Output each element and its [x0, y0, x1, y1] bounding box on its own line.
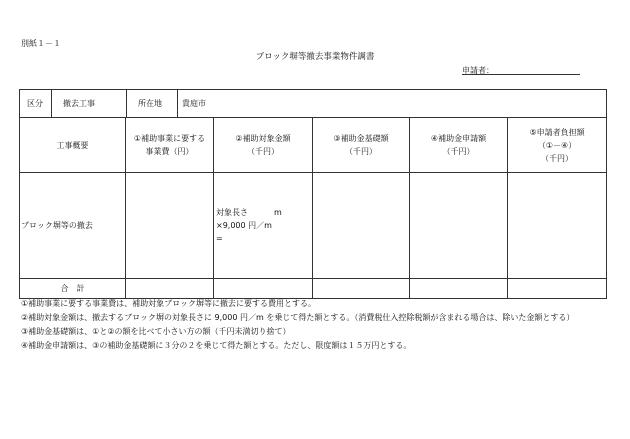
document-label: 別紙１－１ — [21, 39, 61, 48]
col5-header: ⑤申請者負担額 （①－④） （千円） — [508, 118, 607, 173]
col-overview-header: 工事概要 — [20, 118, 126, 173]
project-table — [19, 89, 607, 299]
location-label: 所在地 — [138, 99, 162, 108]
column-header-row — [20, 118, 607, 173]
footnotes — [21, 297, 574, 353]
document-title: ブロック塀等撤去事業物件調書 — [255, 52, 375, 62]
rate-text: ×9,000 円／m — [216, 221, 272, 230]
col3-header: ③補助金基礎額 （千円） — [313, 118, 410, 173]
applicant-signature-line[interactable] — [462, 74, 580, 75]
category-label: 区分 — [27, 99, 43, 108]
note-3: ③補助金基礎額は、①と②の額を比べて小さい方の額（千円未満切り捨て） — [21, 327, 291, 336]
col2-value-cell[interactable] — [214, 173, 313, 279]
location-value: 貴庭市 — [182, 99, 206, 108]
note-1: ①補助事業に要する事業費は、補助対象ブロック塀等に撤去に要する費用とする。 — [21, 299, 317, 308]
note-4: ④補助金申請額は、③の補助金基礎額に３分の２を乗じて得た額とする。ただし、限度額は１５万円とする。 — [21, 341, 412, 350]
col1-header: ①補助事業に要する 事業費（円） — [126, 118, 214, 173]
total-col5[interactable] — [508, 279, 607, 299]
col5-value-cell[interactable] — [508, 173, 607, 279]
total-label: 合 計 — [20, 279, 126, 299]
target-length-label: 対象長さ — [216, 208, 248, 217]
col3-value-cell[interactable] — [313, 173, 410, 279]
col4-value-cell[interactable] — [410, 173, 508, 279]
col2-header: ②補助対象金額 （千円） — [214, 118, 313, 173]
info-row — [20, 90, 607, 118]
total-col4[interactable] — [410, 279, 508, 299]
total-col3[interactable] — [313, 279, 410, 299]
total-col2[interactable] — [214, 279, 313, 299]
col4-header: ④補助金申請額 （千円） — [410, 118, 508, 173]
item-name-cell: ブロック塀等の撤去 — [20, 173, 126, 279]
target-length-unit: m — [274, 208, 282, 217]
note-2: ②補助対象金額は、撤去するブロック塀の対象長さに 9,000 円／m を乗じて得た額とする。（消費税仕入控除税額が含まれる場合は、除いた金額とする） — [21, 313, 575, 322]
applicant-label: 申請者： — [462, 66, 494, 75]
category-value: 撤去工事 — [63, 99, 95, 108]
total-col1[interactable] — [126, 279, 214, 299]
equals-sign: = — [216, 234, 223, 243]
col1-value-cell[interactable] — [126, 173, 214, 279]
item-row — [20, 173, 607, 279]
total-row — [20, 279, 607, 299]
